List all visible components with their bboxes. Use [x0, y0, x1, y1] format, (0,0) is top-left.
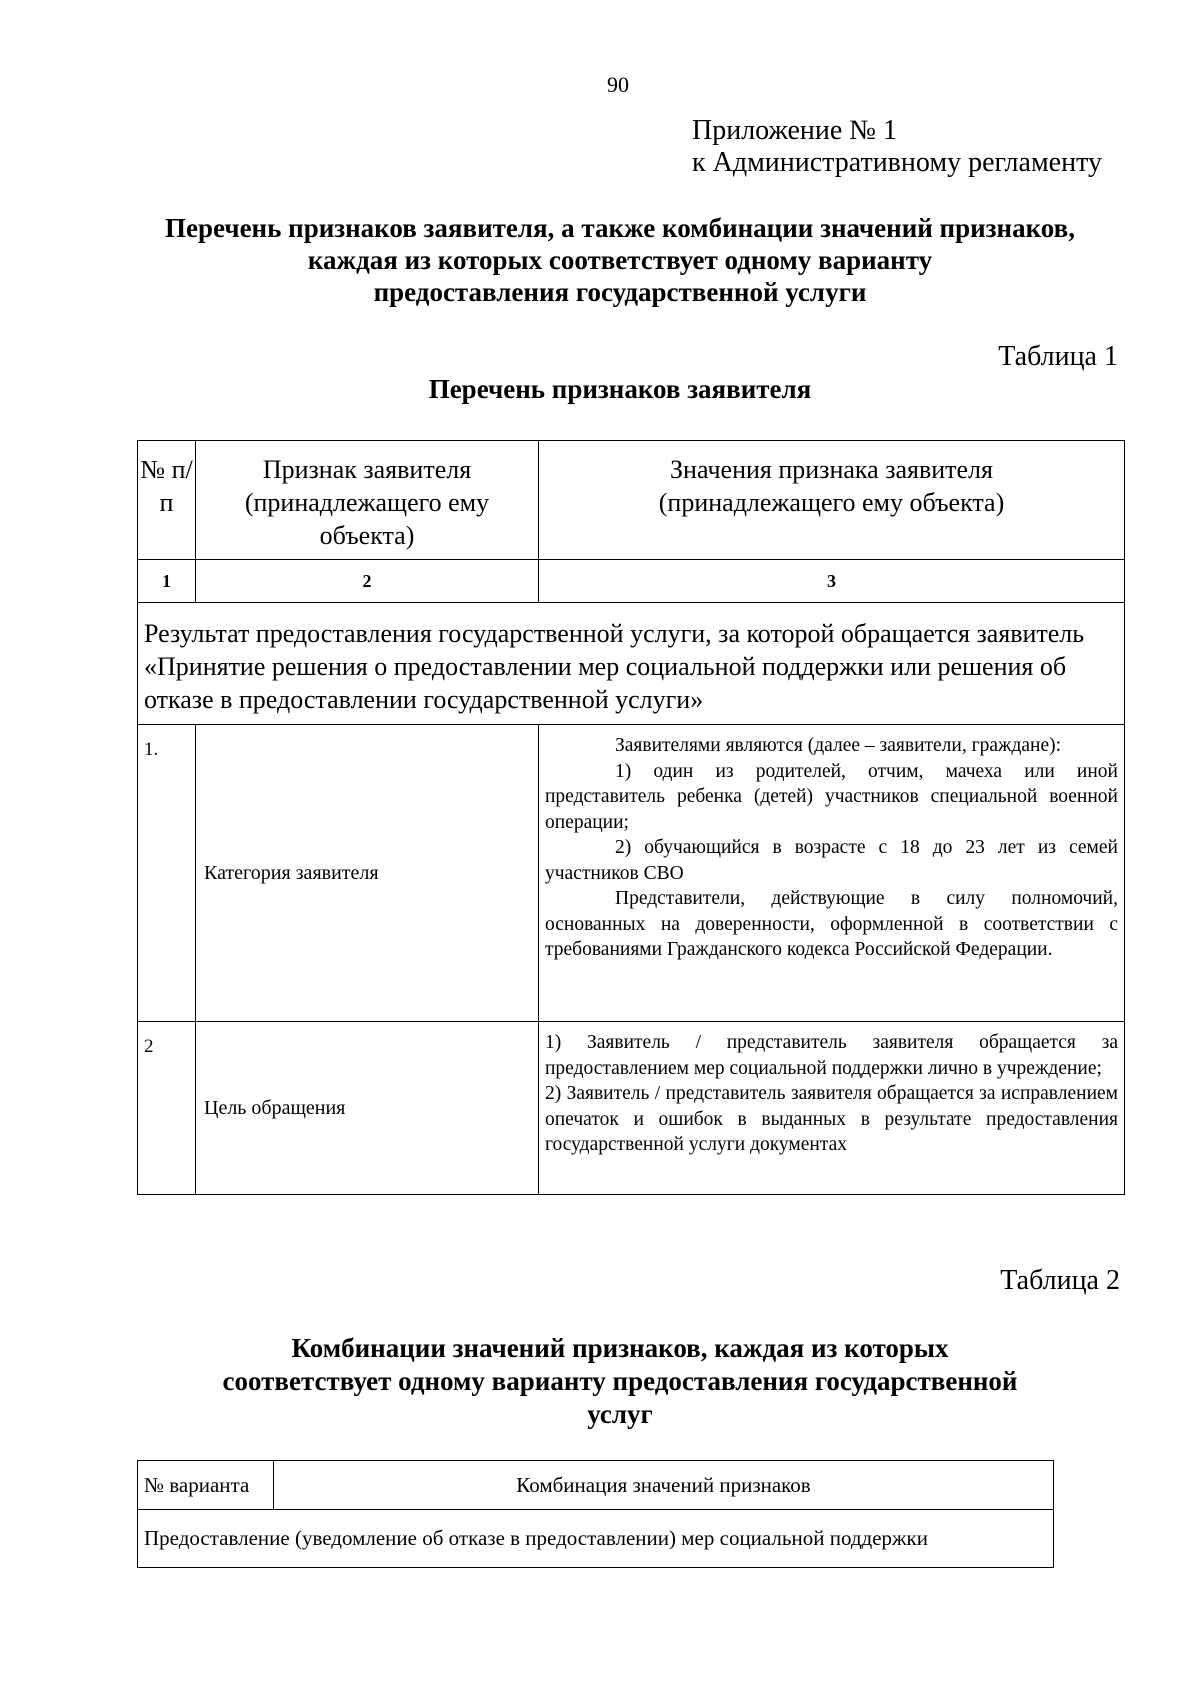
appendix-note	[692, 115, 1102, 179]
table2-title-line-3: услуг	[587, 1399, 653, 1429]
header-values: Значения признака заявителя (принадлежащего ему объекта)	[539, 441, 1125, 560]
header-combination: Комбинация значений признаков	[274, 1461, 1054, 1510]
row-attribute-values	[539, 1022, 1125, 1195]
table2-caption: Таблица 2	[1000, 1265, 1120, 1296]
variant-combinations-table	[137, 1460, 1054, 1568]
table2-title-line-1: Комбинации значений признаков, каждая из которых	[291, 1333, 949, 1363]
header-attribute: Признак заявителя (принадлежащего ему объекта)	[196, 441, 539, 560]
row-attribute-label: Категория заявителя	[196, 725, 539, 1022]
section-row	[138, 603, 1125, 725]
table2-title	[140, 1332, 1100, 1431]
variant-description: Предоставление (уведомление об отказе в предоставлении) мер социальной поддержки	[138, 1510, 1054, 1568]
service-result-text: Результат предоставления государственной услуги, за которой обращается заявитель «Принятие решения о предоставлении мер социальной поддержки или решения об отказе в предоставлении государственной услуги»	[138, 603, 1125, 725]
document-title	[120, 212, 1120, 308]
table-row	[138, 725, 1125, 1022]
header-variant-number: № варианта	[138, 1461, 274, 1510]
column-number-3: 3	[539, 560, 1125, 603]
title-line-3: предоставления государственной услуги	[373, 277, 867, 307]
table1-title: Перечень признаков заявителя	[428, 374, 812, 404]
table-row	[138, 1510, 1054, 1568]
row-attribute-label: Цель обращения	[196, 1022, 539, 1195]
row-attribute-values	[539, 725, 1125, 1022]
table-header-row	[138, 1461, 1054, 1510]
value-paragraph: 2) Заявитель / представитель заявителя обращается за исправлением опечаток и ошибок в выданных в результате предоставления государственной услуги документах	[545, 1083, 1118, 1155]
row-number: 1.	[138, 725, 196, 1022]
row-number: 2	[138, 1022, 196, 1195]
table2-title-line-2: соответствует одному варианту предоставления государственной	[222, 1366, 1018, 1396]
column-number-2: 2	[196, 560, 539, 603]
value-paragraph: 1) один из родителей, отчим, мачеха или иной представитель ребенка (детей) участников специальной военной операции;	[545, 760, 1118, 833]
table1-caption: Таблица 1	[998, 341, 1118, 372]
value-paragraph: 1) Заявитель / представитель заявителя обращается за предоставлением мер социальной поддержки лично в учреждение;	[545, 1032, 1118, 1079]
value-paragraph: 2) обучающийся в возрасте с 18 до 23 лет из семей участников СВО	[545, 837, 1118, 884]
header-number: № п/п	[138, 441, 196, 560]
value-paragraph: Представители, действующие в силу полномочий, основанных на доверенности, оформленной в соответствии с требованиями Гражданского кодекса Российской Федерации.	[545, 888, 1118, 960]
title-line-1: Перечень признаков заявителя, а также комбинации значений признаков,	[165, 213, 1075, 243]
value-paragraph: Заявителями являются (далее – заявители, граждане):	[615, 735, 1062, 756]
column-number-row	[138, 560, 1125, 603]
appendix-line-1: Приложение № 1	[692, 115, 897, 146]
appendix-line-2: к Административному регламенту	[692, 147, 1102, 178]
table-header-row	[138, 441, 1125, 560]
applicant-attributes-table	[137, 440, 1125, 1195]
table-row	[138, 1022, 1125, 1195]
page-number: 90	[607, 72, 629, 97]
title-line-2: каждая из которых соответствует одному варианту	[307, 245, 933, 275]
column-number-1: 1	[138, 560, 196, 603]
